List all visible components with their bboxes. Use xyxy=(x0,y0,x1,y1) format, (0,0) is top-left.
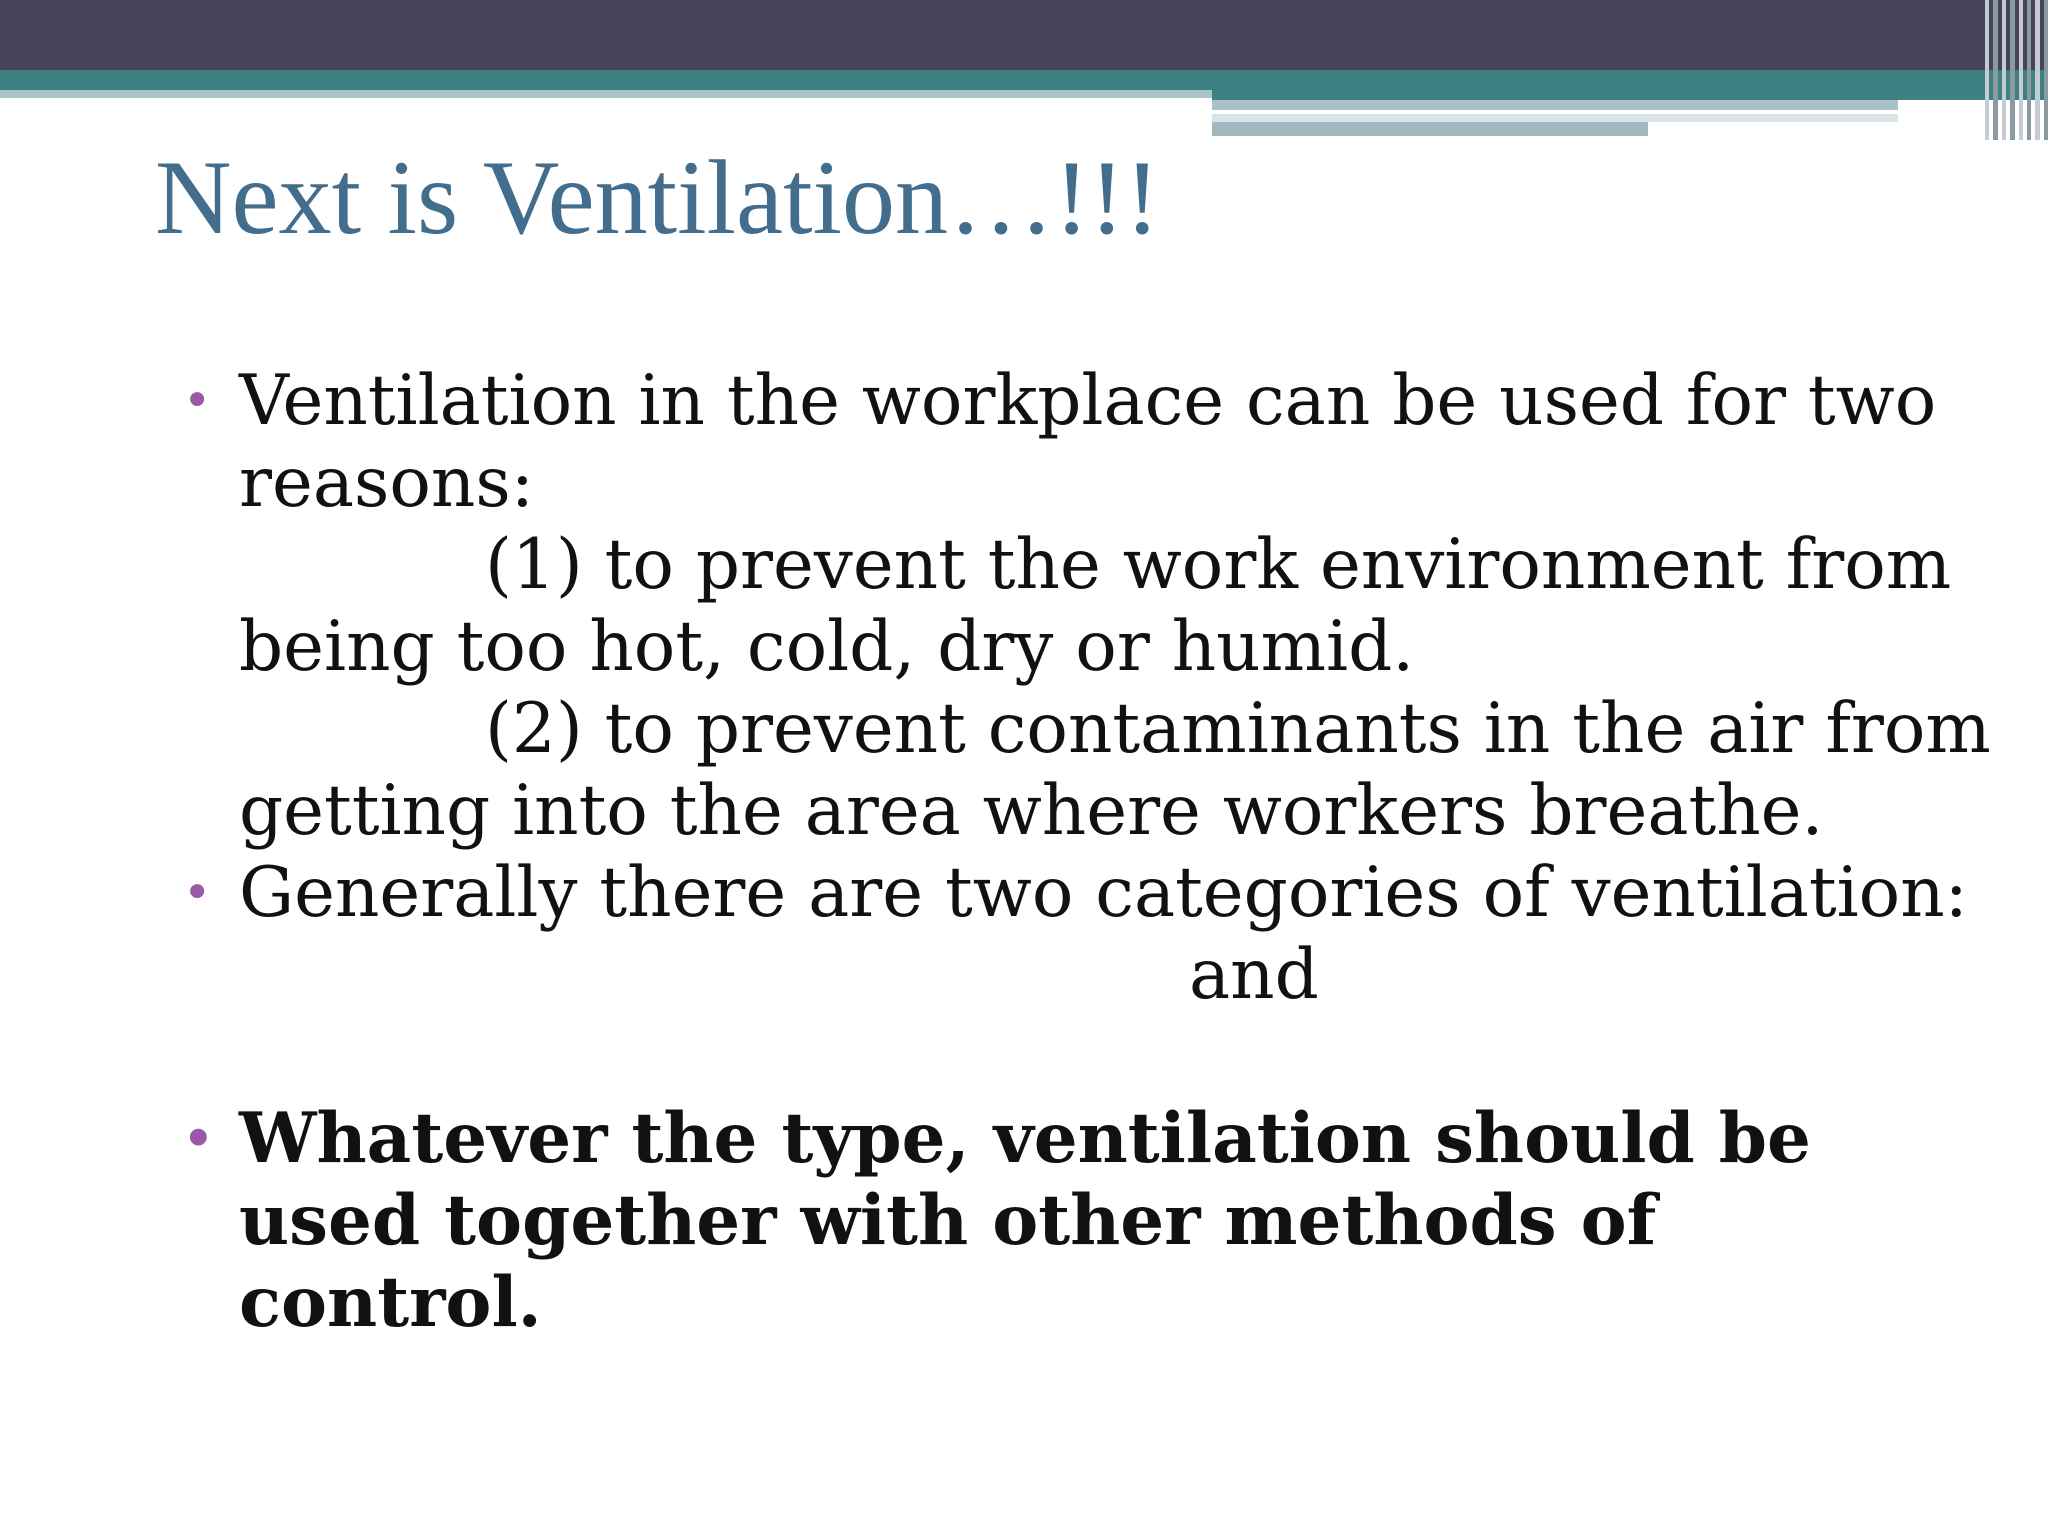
reason-2-line: (2) to prevent contaminants in the air from xyxy=(485,689,1991,769)
bullet-text-line: used together with other methods of xyxy=(239,1180,1657,1261)
header-stripe xyxy=(1212,122,1648,136)
bullet-text-line: Generally there are two categories of ventilation: xyxy=(239,853,1968,933)
bullet-text-line: reasons: xyxy=(239,443,535,523)
header-band-teal-light xyxy=(0,90,1212,98)
bullet-marker: • xyxy=(183,865,212,921)
bullet-text-line: and xyxy=(1189,935,1319,1015)
header-decorative-bars xyxy=(1985,0,2048,140)
slide-body xyxy=(175,360,1995,1344)
bullet-text-line: control. xyxy=(239,1262,542,1343)
bullet-item xyxy=(175,1098,1995,1344)
reason-2-line: getting into the area where workers breathe. xyxy=(239,771,1824,851)
header-band-dark xyxy=(0,0,2048,70)
bullet-text-line: Ventilation in the workplace can be used for two xyxy=(239,361,1937,441)
spacer xyxy=(175,1016,1995,1098)
reason-1-line: being too hot, cold, dry or humid. xyxy=(239,607,1415,687)
bullet-marker: • xyxy=(183,373,212,429)
slide-title: Next is Ventilation…!!! xyxy=(155,139,1160,256)
bullet-text-line: Whatever the type, ventilation should be xyxy=(239,1098,1811,1179)
reason-1-line: (1) to prevent the work environment from xyxy=(485,525,1952,605)
header-stripe xyxy=(1212,114,1898,122)
header-stripe xyxy=(1212,100,1898,110)
bullet-item xyxy=(175,360,1995,852)
header-band-teal-right xyxy=(1212,70,2048,100)
bullet-item xyxy=(175,852,1995,1016)
bullet-marker: • xyxy=(183,1111,214,1167)
header-band-teal xyxy=(0,70,1212,90)
